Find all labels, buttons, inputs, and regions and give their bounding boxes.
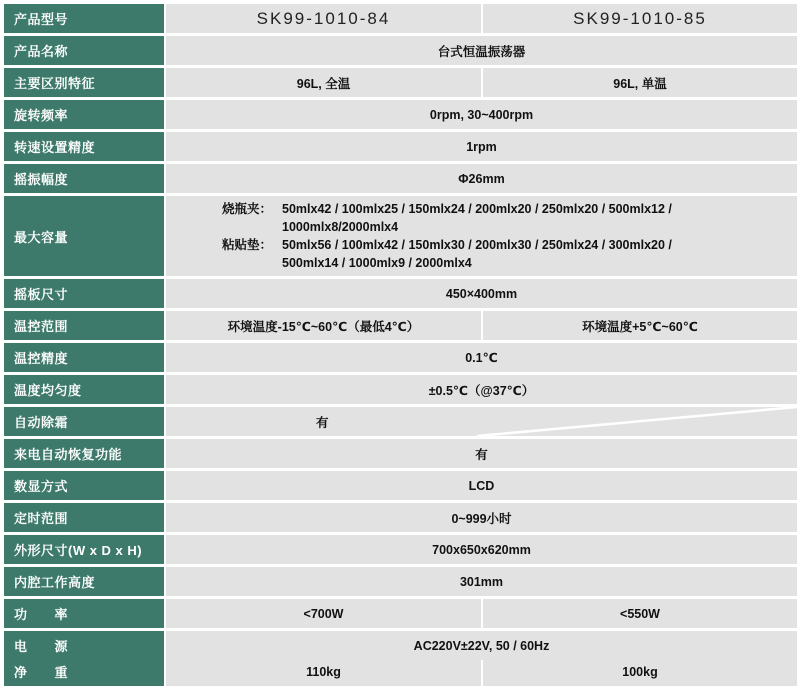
row-power-supply — [0, 631, 800, 660]
diagonal-slash-shape — [477, 407, 797, 436]
row-weight — [0, 657, 800, 686]
row-max-capacity — [0, 196, 800, 276]
label-timer: 定时范围 — [4, 503, 164, 532]
row-platform-size — [0, 279, 800, 308]
row-power — [0, 599, 800, 628]
row-dimensions — [0, 535, 800, 564]
value-weight-84: 110kg — [166, 657, 481, 686]
label-power-recovery: 来电自动恢复功能 — [4, 439, 164, 468]
value-temp-range-84: 环境温度-15℃~60℃（最低4℃） — [166, 311, 481, 340]
row-main-diff — [0, 68, 800, 97]
value-speed-precision: 1rpm — [166, 132, 797, 161]
label-power-supply: 电 源 — [4, 631, 164, 660]
row-product-name — [0, 36, 800, 65]
label-speed-range: 旋转频率 — [4, 100, 164, 129]
value-platform-size: 450×400mm — [166, 279, 797, 308]
label-amplitude: 摇振幅度 — [4, 164, 164, 193]
label-speed-precision: 转速设置精度 — [4, 132, 164, 161]
label-max-capacity: 最大容量 — [4, 196, 164, 276]
model-85: SK99-1010-85 — [483, 4, 797, 33]
row-defrost — [0, 407, 800, 436]
value-chamber-height: 301mm — [166, 567, 797, 596]
capacity-pad-values-1: 50mlx56 / 100mlx42 / 150mlx30 / 200mlx30 / 250mlx24 / 300mlx20 / — [282, 238, 672, 252]
row-temp-range — [0, 311, 800, 340]
value-temp-range-85: 环境温度+5℃~60℃ — [483, 311, 797, 340]
label-temp-uniformity: 温度均匀度 — [4, 375, 164, 404]
label-product-name: 产品名称 — [4, 36, 164, 65]
value-defrost: 有 — [166, 407, 477, 436]
label-defrost: 自动除霜 — [4, 407, 164, 436]
value-temp-uniformity: ±0.5℃（@37℃） — [166, 375, 797, 404]
value-max-capacity — [166, 196, 797, 276]
row-model — [0, 4, 800, 33]
row-timer — [0, 503, 800, 532]
value-temp-precision: 0.1℃ — [166, 343, 797, 372]
row-amplitude — [0, 164, 800, 193]
label-power: 功 率 — [4, 599, 164, 628]
value-power-85: <550W — [483, 599, 797, 628]
row-temp-uniformity — [0, 375, 800, 404]
value-weight-85: 100kg — [483, 657, 797, 686]
row-speed-range — [0, 100, 800, 129]
defrost-not-applicable — [477, 407, 797, 436]
label-weight: 净 重 — [4, 657, 164, 686]
value-dimensions: 700x650x620mm — [166, 535, 797, 564]
label-temp-precision: 温控精度 — [4, 343, 164, 372]
value-main-diff-84: 96L, 全温 — [166, 68, 481, 97]
value-amplitude: Φ26mm — [166, 164, 797, 193]
row-speed-precision — [0, 132, 800, 161]
value-power-recovery: 有 — [166, 439, 797, 468]
model-84: SK99-1010-84 — [166, 4, 481, 33]
row-power-recovery — [0, 439, 800, 468]
capacity-clamp-label: 烧瓶夹： — [222, 202, 273, 216]
capacity-pad-label: 粘贴垫： — [222, 238, 273, 252]
capacity-pad-line-1 — [222, 236, 672, 254]
row-temp-precision — [0, 343, 800, 372]
capacity-clamp-values-2: 1000mlx8/2000mlx4 — [282, 220, 399, 234]
label-platform-size: 摇板尺寸 — [4, 279, 164, 308]
value-display: LCD — [166, 471, 797, 500]
label-model: 产品型号 — [4, 4, 164, 33]
capacity-pad-values-2: 500mlx14 / 1000mlx9 / 2000mlx4 — [282, 256, 472, 270]
label-chamber-height: 内腔工作高度 — [4, 567, 164, 596]
value-product-name: 台式恒温振荡器 — [166, 36, 797, 65]
row-chamber-height — [0, 567, 800, 596]
capacity-clamp-values-1: 50mlx42 / 100mlx25 / 150mlx24 / 200mlx20 / 250mlx20 / 500mlx12 / — [282, 202, 672, 216]
value-speed-range: 0rpm, 30~400rpm — [166, 100, 797, 129]
label-display: 数显方式 — [4, 471, 164, 500]
capacity-clamp-line-1 — [222, 200, 672, 218]
value-main-diff-85: 96L, 单温 — [483, 68, 797, 97]
value-power-84: <700W — [166, 599, 481, 628]
value-power-supply: AC220V±22V, 50 / 60Hz — [166, 631, 797, 660]
value-timer: 0~999小时 — [166, 503, 797, 532]
row-display — [0, 471, 800, 500]
label-main-diff: 主要区别特征 — [4, 68, 164, 97]
label-temp-range: 温控范围 — [4, 311, 164, 340]
label-dimensions: 外形尺寸(W x D x H) — [4, 535, 164, 564]
